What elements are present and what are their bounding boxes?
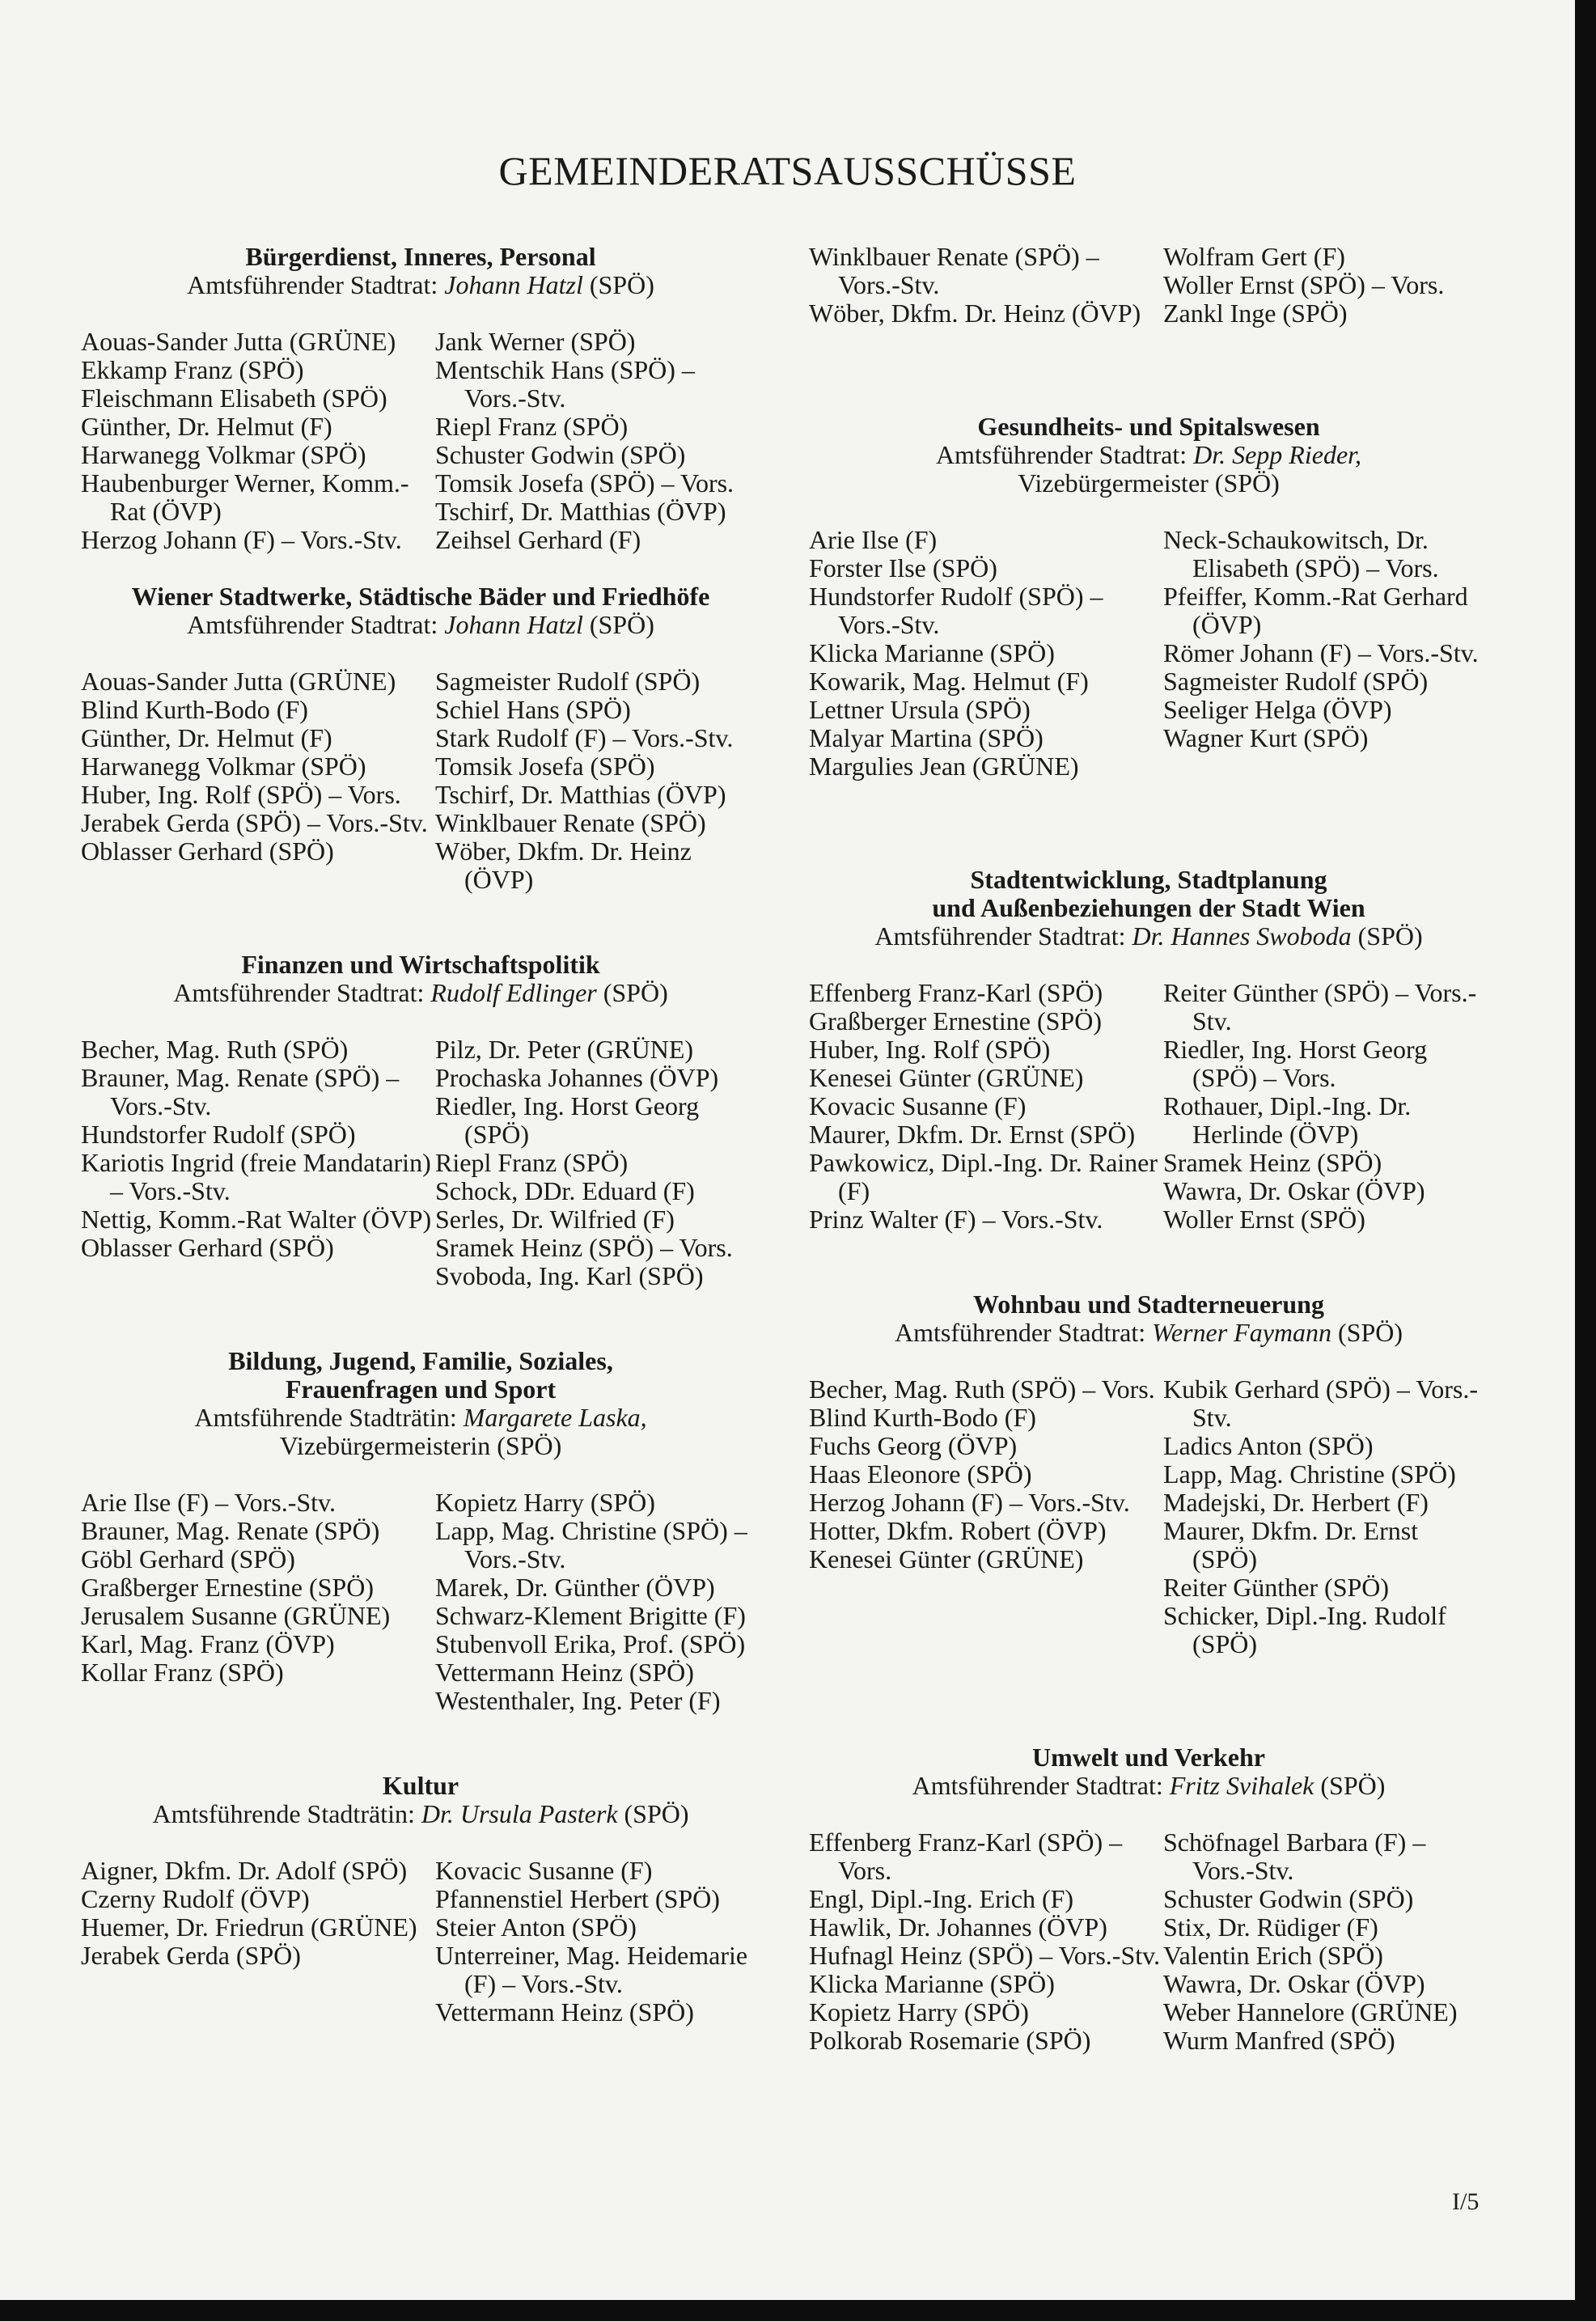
member-entry: Hawlik, Dr. Johannes (ÖVP) <box>809 1912 1107 1942</box>
member-entry: Kariotis Ingrid (freie Mandatarin) – Vors.-Stv. <box>81 1148 431 1205</box>
member-entry: Kubik Gerhard (SPÖ) – Vors.-Stv. <box>1163 1374 1479 1432</box>
member-entry: Klicka Marianne (SPÖ) <box>809 1969 1055 1998</box>
member-entry: Reiter Günther (SPÖ) <box>1163 1573 1390 1602</box>
member-column-left <box>809 1375 1163 1658</box>
member-entry: Wolfram Gert (F) <box>1163 242 1345 271</box>
member-entry: Ladics Anton (SPÖ) <box>1163 1431 1374 1460</box>
member-entry: Malyar Martina (SPÖ) <box>809 723 1044 752</box>
member-entry: Schwarz-Klement Brigitte (F) <box>435 1601 746 1630</box>
committee-chair <box>81 979 760 1007</box>
member-column-left <box>809 526 1163 781</box>
member-entry: Steier Anton (SPÖ) <box>435 1912 637 1942</box>
member-entry: Rothauer, Dipl.-Ing. Dr. Herlinde (ÖVP) <box>1163 1091 1412 1149</box>
member-entry: Kovacic Susanne (F) <box>435 1856 653 1885</box>
member-entry: Herzog Johann (F) – Vors.-Stv. <box>809 1488 1130 1517</box>
member-entry: Schuster Godwin (SPÖ) <box>435 440 686 469</box>
chair-text: Amtsführender Stadtrat: <box>935 440 1194 469</box>
member-entry: Lettner Ursula (SPÖ) <box>809 695 1031 724</box>
committee-header <box>809 413 1488 498</box>
member-entry: Hundstorfer Rudolf (SPÖ) – Vors.-Stv. <box>809 582 1103 639</box>
member-list <box>809 1375 1488 1658</box>
member-entry: Kollar Franz (SPÖ) <box>81 1658 284 1687</box>
chair-text: Amtsführende Stadträtin: <box>152 1799 421 1828</box>
member-entry: Schock, DDr. Eduard (F) <box>435 1176 695 1205</box>
member-entry: Jerabek Gerda (SPÖ) – Vors.-Stv. <box>81 808 428 837</box>
committee-section <box>809 1743 1488 2055</box>
chair-text: Amtsführender Stadtrat: <box>894 1318 1153 1347</box>
member-entry: Tschirf, Dr. Matthias (ÖVP) <box>435 497 726 526</box>
chair-name: Dr. Sepp Rieder, <box>1193 440 1362 469</box>
member-column-left <box>81 1857 435 2027</box>
member-entry: Sramek Heinz (SPÖ) <box>1163 1148 1382 1177</box>
chair-text: Amtsführender Stadtrat: <box>912 1771 1170 1800</box>
committee-header <box>809 1290 1488 1347</box>
member-list <box>809 979 1488 1234</box>
member-entry: Winklbauer Renate (SPÖ) <box>435 808 706 837</box>
committee-section <box>81 582 760 894</box>
member-entry: Zankl Inge (SPÖ) <box>1163 299 1348 328</box>
chair-text: (SPÖ) <box>1331 1318 1403 1347</box>
chair-text: Amtsführender Stadtrat: <box>874 921 1132 951</box>
member-entry: Haubenburger Werner, Komm.-Rat (ÖVP) <box>81 468 409 526</box>
committee-name: Bildung, Jugend, Familie, Soziales, <box>228 1346 613 1375</box>
member-entry: Brauner, Mag. Renate (SPÖ) <box>81 1516 380 1545</box>
left-column <box>81 243 760 2027</box>
member-entry: Sagmeister Rudolf (SPÖ) <box>1163 667 1429 696</box>
member-entry: Hufnagl Heinz (SPÖ) – Vors.-Stv. <box>809 1941 1161 1970</box>
committee-header <box>809 866 1488 951</box>
member-entry: Marek, Dr. Günther (ÖVP) <box>435 1573 715 1602</box>
member-entry: Neck-Schaukowitsch, Dr. Elisabeth (SPÖ) – Vors. <box>1163 525 1439 582</box>
member-column-right <box>435 1857 759 2027</box>
member-entry: Klicka Marianne (SPÖ) <box>809 638 1055 667</box>
chair-text: Amtsführender Stadtrat: <box>173 978 431 1007</box>
member-entry: Schicker, Dipl.-Ing. Rudolf (SPÖ) <box>1163 1601 1446 1658</box>
committee-section <box>809 243 1488 328</box>
committee-chair <box>81 611 760 639</box>
committee-section <box>81 951 760 1290</box>
member-column-right <box>1163 1375 1487 1658</box>
member-entry: Maurer, Dkfm. Dr. Ernst (SPÖ) <box>809 1120 1136 1149</box>
member-list <box>81 1036 760 1290</box>
right-column <box>809 243 1488 2055</box>
member-entry: Stix, Dr. Rüdiger (F) <box>1163 1912 1378 1942</box>
member-entry: Günther, Dr. Helmut (F) <box>81 723 332 752</box>
member-entry: Karl, Mag. Franz (ÖVP) <box>81 1629 335 1658</box>
member-entry: Jank Werner (SPÖ) <box>435 327 636 356</box>
member-entry: Unterreiner, Mag. Heidemarie (F) – Vors.-Stv. <box>435 1941 748 1998</box>
member-list <box>81 328 760 554</box>
chair-text: Amtsführender Stadtrat: <box>187 270 445 299</box>
chair-text: (SPÖ) <box>582 610 654 639</box>
member-entry: Ekkamp Franz (SPÖ) <box>81 355 304 384</box>
member-entry: Pawkowicz, Dipl.-Ing. Dr. Rainer (F) <box>809 1148 1158 1205</box>
committee-chair <box>81 1404 760 1432</box>
member-entry: Tschirf, Dr. Matthias (ÖVP) <box>435 780 726 809</box>
member-entry: Jerusalem Susanne (GRÜNE) <box>81 1601 391 1630</box>
chair-name: Johann Hatzl <box>444 270 583 299</box>
member-entry: Aouas-Sander Jutta (GRÜNE) <box>81 327 396 356</box>
member-entry: Stark Rudolf (F) – Vors.-Stv. <box>435 723 734 752</box>
member-column-right <box>435 667 759 894</box>
member-entry: Margulies Jean (GRÜNE) <box>809 752 1079 781</box>
chair-name: Werner Faymann <box>1152 1318 1331 1347</box>
member-column-left <box>81 1036 435 1290</box>
chair-text: Amtsführender Stadtrat: <box>187 610 445 639</box>
member-entry: Günther, Dr. Helmut (F) <box>81 412 332 441</box>
chair-name: Dr. Ursula Pasterk <box>421 1799 618 1828</box>
member-entry: Maurer, Dkfm. Dr. Ernst (SPÖ) <box>1163 1516 1419 1573</box>
member-entry: Wagner Kurt (SPÖ) <box>1163 723 1369 752</box>
chair-name: Dr. Hannes Swoboda <box>1132 921 1352 951</box>
member-entry: Römer Johann (F) – Vors.-Stv. <box>1163 638 1479 667</box>
member-entry: Kowarik, Mag. Helmut (F) <box>809 667 1089 696</box>
committee-name: Umwelt und Verkehr <box>1031 1743 1265 1772</box>
member-entry: Fleischmann Elisabeth (SPÖ) <box>81 383 387 413</box>
member-entry: Becher, Mag. Ruth (SPÖ) – Vors. <box>809 1374 1155 1404</box>
member-entry: Wawra, Dr. Oskar (ÖVP) <box>1163 1176 1425 1205</box>
member-entry: Weber Hannelore (GRÜNE) <box>1163 1997 1458 2027</box>
member-column-left <box>809 979 1163 1234</box>
member-column-left <box>809 243 1163 328</box>
member-column-left <box>81 1489 435 1715</box>
committee-chair <box>809 1772 1488 1800</box>
member-entry: Kenesei Günter (GRÜNE) <box>809 1063 1084 1092</box>
member-entry: Aouas-Sander Jutta (GRÜNE) <box>81 667 396 696</box>
page-number: I/5 <box>1452 2188 1480 2215</box>
chair-text: (SPÖ) <box>1351 921 1423 951</box>
member-column-right <box>435 328 759 554</box>
member-entry: Valentin Erich (SPÖ) <box>1163 1941 1383 1970</box>
member-entry: Hotter, Dkfm. Robert (ÖVP) <box>809 1516 1107 1545</box>
page-title: GEMEINDERATSAUSSCHÜSSE <box>498 148 1077 193</box>
member-entry: Göbl Gerhard (SPÖ) <box>81 1544 295 1573</box>
committee-name: Wiener Stadtwerke, Städtische Bäder und Friedhöfe <box>131 582 710 611</box>
committee-chair <box>81 271 760 299</box>
member-entry: Herzog Johann (F) – Vors.-Stv. <box>81 525 402 554</box>
member-entry: Pfannenstiel Herbert (SPÖ) <box>435 1884 720 1913</box>
member-entry: Blind Kurth-Bodo (F) <box>809 1403 1036 1432</box>
member-entry: Serles, Dr. Wilfried (F) <box>435 1205 675 1234</box>
chair-name: Margarete Laska, <box>463 1403 647 1432</box>
member-entry: Zeihsel Gerhard (F) <box>435 525 641 554</box>
chair-text: Amtsführende Stadträtin: <box>194 1403 464 1432</box>
member-entry: Graßberger Ernestine (SPÖ) <box>81 1573 374 1602</box>
member-entry: Pfeiffer, Komm.-Rat Gerhard (ÖVP) <box>1163 582 1468 639</box>
member-column-right <box>435 1489 759 1715</box>
committee-header <box>81 243 760 299</box>
committee-section <box>81 1347 760 1715</box>
committee-name: Gesundheits- und Spitalswesen <box>977 412 1320 441</box>
member-list <box>809 1828 1488 2055</box>
member-entry: Tomsik Josefa (SPÖ) <box>435 752 655 781</box>
member-entry: Huemer, Dr. Friedrun (GRÜNE) <box>81 1912 417 1942</box>
member-column-left <box>81 667 435 894</box>
member-entry: Wawra, Dr. Oskar (ÖVP) <box>1163 1969 1425 1998</box>
member-entry: Stubenvoll Erika, Prof. (SPÖ) <box>435 1629 746 1658</box>
committee-chair <box>809 922 1488 951</box>
member-entry: Riedler, Ing. Horst Georg (SPÖ) <box>435 1091 700 1149</box>
member-entry: Arie Ilse (F) <box>809 525 938 554</box>
committee-name: und Außenbeziehungen der Stadt Wien <box>932 893 1365 922</box>
member-column-right <box>1163 1828 1487 2055</box>
committee-header <box>81 951 760 1007</box>
committee-chair <box>809 469 1488 498</box>
committee-name: Kultur <box>382 1771 459 1800</box>
committee-chair <box>809 441 1488 469</box>
member-list <box>809 243 1488 328</box>
committee-header <box>81 1347 760 1460</box>
chair-text: Vizebürgermeisterin (SPÖ) <box>279 1431 562 1460</box>
chair-text: Vizebürgermeister (SPÖ) <box>1018 468 1280 498</box>
committee-name: Bürgerdienst, Inneres, Personal <box>245 242 596 271</box>
member-entry: Vettermann Heinz (SPÖ) <box>435 1658 694 1687</box>
member-entry: Prinz Walter (F) – Vors.-Stv. <box>809 1205 1103 1234</box>
member-entry: Riedler, Ing. Horst Georg (SPÖ) – Vors. <box>1163 1035 1428 1092</box>
member-entry: Schuster Godwin (SPÖ) <box>1163 1884 1414 1913</box>
committee-header <box>81 582 760 639</box>
member-entry: Riepl Franz (SPÖ) <box>435 1148 629 1177</box>
chair-text: (SPÖ) <box>1314 1771 1386 1800</box>
member-entry: Vettermann Heinz (SPÖ) <box>435 1997 694 2027</box>
member-entry: Harwanegg Volkmar (SPÖ) <box>81 440 366 469</box>
committee-chair <box>809 1319 1488 1347</box>
chair-name: Fritz Svihalek <box>1169 1771 1314 1800</box>
member-entry: Wöber, Dkfm. Dr. Heinz (ÖVP) <box>435 836 692 894</box>
committee-section <box>809 866 1488 1234</box>
member-entry: Wurm Manfred (SPÖ) <box>1163 2026 1395 2055</box>
member-entry: Polkorab Rosemarie (SPÖ) <box>809 2026 1091 2055</box>
member-entry: Haas Eleonore (SPÖ) <box>809 1459 1032 1489</box>
committee-section <box>809 1290 1488 1658</box>
member-entry: Effenberg Franz-Karl (SPÖ) – Vors. <box>809 1828 1123 1885</box>
member-entry: Harwanegg Volkmar (SPÖ) <box>81 752 366 781</box>
chair-name: Rudolf Edlinger <box>430 978 597 1007</box>
member-entry: Sagmeister Rudolf (SPÖ) <box>435 667 701 696</box>
member-entry: Madejski, Dr. Herbert (F) <box>1163 1488 1429 1517</box>
member-entry: Oblasser Gerhard (SPÖ) <box>81 836 334 866</box>
member-column-left <box>81 328 435 554</box>
member-column-right <box>1163 526 1487 781</box>
member-entry: Jerabek Gerda (SPÖ) <box>81 1941 301 1970</box>
member-entry: Fuchs Georg (ÖVP) <box>809 1431 1018 1460</box>
committee-name: Wohnbau und Stadterneuerung <box>973 1290 1324 1319</box>
member-column-right <box>435 1036 759 1290</box>
member-entry: Tomsik Josefa (SPÖ) – Vors. <box>435 468 734 498</box>
member-entry: Sramek Heinz (SPÖ) – Vors. <box>435 1233 733 1262</box>
member-entry: Lapp, Mag. Christine (SPÖ) <box>1163 1459 1456 1489</box>
member-entry: Engl, Dipl.-Ing. Erich (F) <box>809 1884 1074 1913</box>
member-entry: Aigner, Dkfm. Dr. Adolf (SPÖ) <box>81 1856 408 1885</box>
member-entry: Schöfnagel Barbara (F) – Vors.-Stv. <box>1163 1828 1426 1885</box>
member-entry: Mentschik Hans (SPÖ) – Vors.-Stv. <box>435 355 695 413</box>
committee-header <box>809 1743 1488 1800</box>
member-entry: Blind Kurth-Bodo (F) <box>81 695 308 724</box>
member-list <box>809 526 1488 781</box>
committee-name: Stadtentwicklung, Stadtplanung <box>970 865 1327 894</box>
member-entry: Nettig, Komm.-Rat Walter (ÖVP) <box>81 1205 432 1234</box>
member-entry: Kenesei Günter (GRÜNE) <box>809 1544 1084 1573</box>
committee-section <box>809 413 1488 781</box>
member-column-right <box>1163 243 1487 328</box>
member-entry: Woller Ernst (SPÖ) <box>1163 1205 1365 1234</box>
member-entry: Kovacic Susanne (F) <box>809 1091 1027 1120</box>
member-entry: Westenthaler, Ing. Peter (F) <box>435 1686 721 1715</box>
committee-name: Frauenfragen und Sport <box>285 1374 557 1404</box>
chair-text: (SPÖ) <box>617 1799 689 1828</box>
member-list <box>81 1489 760 1715</box>
member-entry: Effenberg Franz-Karl (SPÖ) <box>809 978 1103 1007</box>
member-entry: Kopietz Harry (SPÖ) <box>809 1997 1029 2027</box>
committee-chair <box>81 1800 760 1828</box>
member-entry: Riepl Franz (SPÖ) <box>435 412 629 441</box>
member-entry: Seeliger Helga (ÖVP) <box>1163 695 1392 724</box>
member-entry: Lapp, Mag. Christine (SPÖ) – Vors.-Stv. <box>435 1516 747 1573</box>
chair-text: (SPÖ) <box>596 978 668 1007</box>
member-entry: Svoboda, Ing. Karl (SPÖ) <box>435 1261 704 1290</box>
member-entry: Forster Ilse (SPÖ) <box>809 553 997 582</box>
member-entry: Prochaska Johannes (ÖVP) <box>435 1063 719 1092</box>
committee-chair <box>81 1432 760 1460</box>
committee-section <box>81 243 760 554</box>
member-entry: Becher, Mag. Ruth (SPÖ) <box>81 1035 349 1064</box>
member-entry: Brauner, Mag. Renate (SPÖ) – Vors.-Stv. <box>81 1063 400 1120</box>
committee-name: Finanzen und Wirtschaftspolitik <box>241 950 600 979</box>
committee-section <box>81 1772 760 2027</box>
member-entry: Czerny Rudolf (ÖVP) <box>81 1884 310 1913</box>
member-entry: Schiel Hans (SPÖ) <box>435 695 631 724</box>
chair-text: (SPÖ) <box>582 270 654 299</box>
member-entry: Huber, Ing. Rolf (SPÖ) – Vors. <box>81 780 401 809</box>
member-entry: Oblasser Gerhard (SPÖ) <box>81 1233 334 1262</box>
member-list <box>81 667 760 894</box>
member-entry: Huber, Ing. Rolf (SPÖ) <box>809 1035 1051 1064</box>
member-entry: Hundstorfer Rudolf (SPÖ) <box>81 1120 356 1149</box>
member-column-right <box>1163 979 1487 1234</box>
member-entry: Woller Ernst (SPÖ) – Vors. <box>1163 270 1445 299</box>
member-entry: Arie Ilse (F) – Vors.-Stv. <box>81 1488 336 1517</box>
member-column-left <box>809 1828 1163 2055</box>
member-entry: Wöber, Dkfm. Dr. Heinz (ÖVP) <box>809 299 1141 328</box>
member-entry: Graßberger Ernestine (SPÖ) <box>809 1006 1102 1036</box>
committee-header <box>81 1772 760 1828</box>
member-entry: Winklbauer Renate (SPÖ) – Vors.-Stv. <box>809 242 1099 299</box>
member-list <box>81 1857 760 2027</box>
chair-name: Johann Hatzl <box>444 610 583 639</box>
member-entry: Reiter Günther (SPÖ) – Vors.-Stv. <box>1163 978 1477 1036</box>
member-entry: Kopietz Harry (SPÖ) <box>435 1488 655 1517</box>
member-entry: Pilz, Dr. Peter (GRÜNE) <box>435 1035 694 1064</box>
